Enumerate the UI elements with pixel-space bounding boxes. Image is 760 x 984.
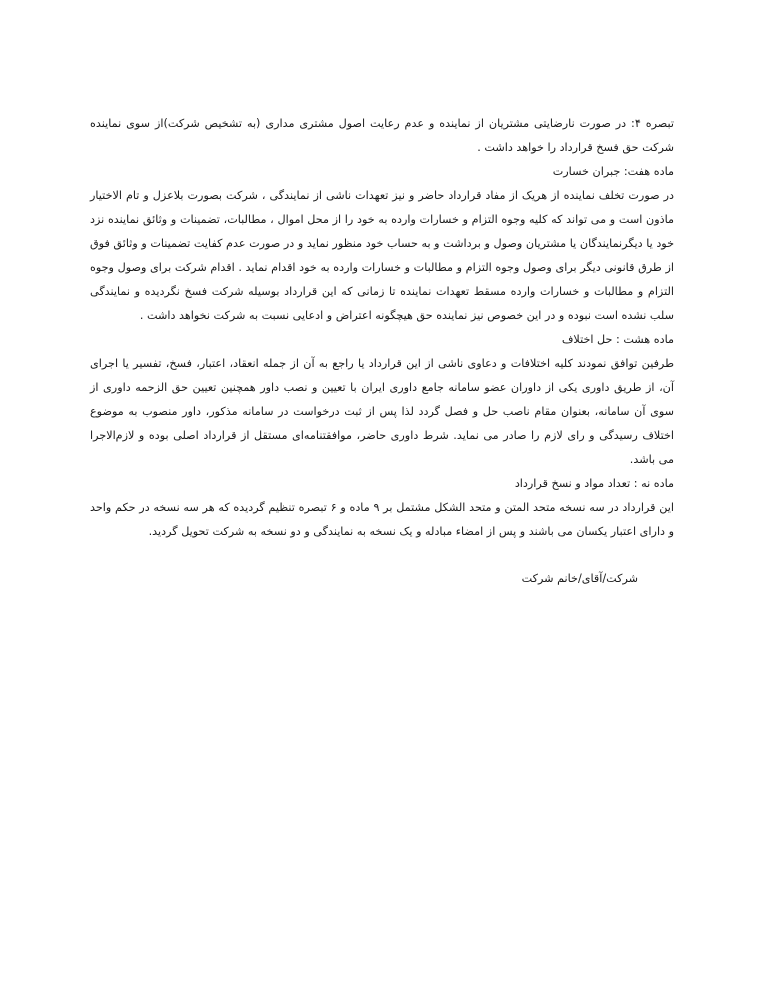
- article-7-heading: ماده هفت: جبران خسارت: [552, 165, 674, 178]
- article-9-paragraph: این قرارداد در سه نسخه متحد المتن و متحد الشکل مشتمل بر ۹ ماده و ۶ تبصره تنظیم گردیده که هر سه نسخه در حکم واحد و دارای اعتبار یکسان می باشند و پس از امضاء مبادله و یک نسخه به نمایندگی و دو نسخه به شرکت تحویل گردید.: [90, 501, 674, 538]
- article-8-heading: ماده هشت : حل اختلاف: [561, 333, 674, 346]
- article-8-paragraph: طرفین توافق نمودند کلیه اختلافات و دعاوی ناشی از این قرارداد یا راجع به آن از جمله انعقاد، اعتبار، فسخ، تفسیر یا اجرای آن، از طریق داوری یکی از داوران عضو سامانه جامع داوری ایران با تعیین و نصب داور همچنین تعیین حق الزحمه داوری از سوی آن سامانه، بعنوان مقام ناصب حل و فصل گردد لذا پس از ثبت درخواست در سامانه مذکور، داور منصوب به موضوع اختلاف رسیدگی و رای لازم را صادر می نماید. شرط داوری حاضر، موافقتنامه‌ای مستقل از قرارداد اصلی بوده و لازم‌الاجرا می باشد.: [90, 357, 674, 466]
- contract-text: [90, 112, 674, 544]
- note-4-paragraph: تبصره ۴: در صورت نارضایتی مشتریان از نماینده و عدم رعایت اصول مشتری مداری (به تشخیص شرکت)از سوی نماینده شرکت حق فسخ قرارداد را خواهد داشت .: [90, 117, 674, 154]
- article-7-paragraph: در صورت تخلف نماینده از هریک از مفاد قرارداد حاضر و نیز تعهدات ناشی از نمایندگی ، شرکت بصورت بلاعزل و تام الاختیار ماذون است و می تواند که کلیه وجوه التزام و خسارات وارده به خود را از محل اموال ، مطالبات، تضمینات و وثائق نماینده نزد خود یا دیگرنمایندگان یا مشتریان وصول و برداشت و به حساب خود منظور نماید و در صورت عدم کفایت تضمینات و وثائق فوق از طرق قانونی دیگر برای وصول وجوه التزام و مطالبات و خسارات وارده به خود اقدام نماید . اقدام شرکت برای وصول وجوه التزام و مطالبات و خسارات وارده مسقط تعهدات نماینده تا زمانی که این قرارداد بوسیله شرکت فسخ نگردیده و نمایندگی سلب نشده است نبوده و در این خصوص نیز نماینده حق هیچگونه اعتراض و ادعایی نسبت به شرکت نخواهد داشت .: [90, 189, 674, 322]
- article-9-heading: ماده نه : تعداد مواد و نسخ قرارداد: [514, 477, 674, 490]
- signature-line: شرکت/آقای/خانم شرکت: [521, 572, 638, 585]
